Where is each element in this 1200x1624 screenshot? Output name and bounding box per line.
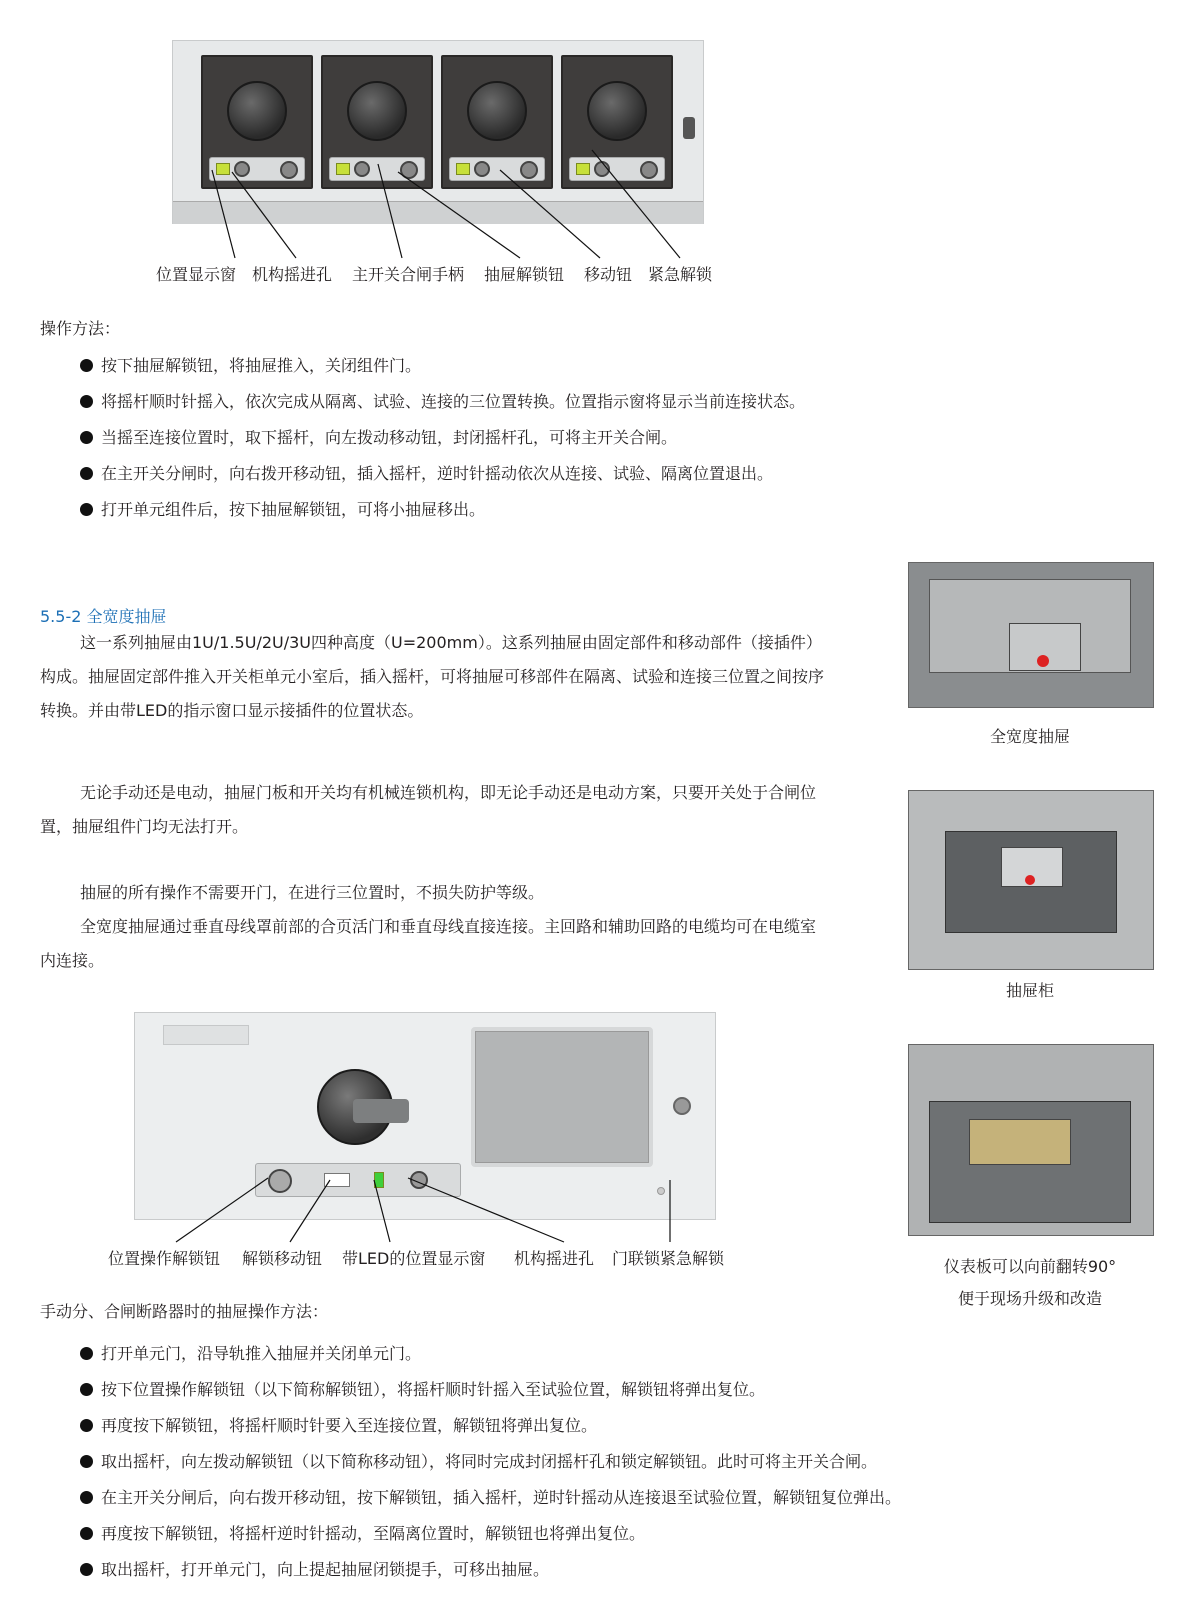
handle-lever [353, 1099, 409, 1123]
operation-method-heading: 操作方法： [40, 319, 121, 338]
callout-crank-hole: 机构摇进孔 [252, 265, 333, 284]
list-item: 按下位置操作解锁钮（以下简称解锁钮），将摇杆顺时针摇入至试验位置，解锁钮将弹出复位。 [80, 1372, 901, 1408]
bullet-icon [80, 1347, 93, 1360]
list-item: 取出摇杆，向左拨动解锁钮（以下简称移动钮），将同时完成封闭摇杆孔和锁定解锁钮。此时可将主开关合闸。 [80, 1444, 901, 1480]
list-item: 打开单元组件后，按下抽屉解锁钮，可将小抽屉移出。 [80, 492, 805, 528]
bullet-icon [80, 395, 93, 408]
bullet-icon [80, 1419, 93, 1432]
caption-full-width-drawer: 全宽度抽屉 [989, 727, 1070, 746]
list-item: 再度按下解锁钮，将摇杆顺时针要入至连接位置，解锁钮将弹出复位。 [80, 1408, 901, 1444]
section-paragraph: 这一系列抽屉由1U/1.5U/2U/3U四种高度（U=200mm）。这系列抽屉由固定部件和移动部件（接插件）构成。抽屉固定部件推入开关柜单元小室后，插入摇杆，可将抽屉可移部件在隔离、试验和连接三位置之间按序转换。并由带LED的指示窗口显示接插件的位置状态。 [40, 633, 825, 720]
list-item: 打开单元门，沿导轨推入抽屉并关闭单元门。 [80, 1336, 901, 1372]
section-paragraph: 抽屉的所有操作不需要开门，在进行三位置时，不损失防护等级。 [80, 883, 545, 902]
instrument-window [471, 1027, 653, 1167]
callout-led-position-window: 带LED的位置显示窗 [342, 1249, 486, 1268]
callout-unlock-move-button: 解锁移动钮 [242, 1249, 323, 1268]
callout-position-unlock-button: 位置操作解锁钮 [108, 1249, 221, 1268]
section-paragraph: 无论手动还是电动，抽屉门板和开关均有机械连锁机构，即无论手动还是电动方案，只要开关处于合闸位置，抽屉组件门均无法打开。 [40, 783, 817, 836]
list-item: 再度按下解锁钮，将摇杆逆时针摇动，至隔离位置时，解锁钮也将弹出复位。 [80, 1516, 901, 1552]
bullet-icon [80, 1563, 93, 1576]
panel-callout-lines [0, 1150, 1200, 1250]
callout-drawer-unlock-button: 抽屉解锁钮 [484, 265, 565, 284]
callout-position-window: 位置显示窗 [156, 265, 237, 284]
section-paragraph: 全宽度抽屉通过垂直母线罩前部的合页活门和垂直母线直接连接。主回路和辅助回路的电缆均可在电缆室内连接。 [40, 917, 817, 970]
callout-crank-hole: 机构摇进孔 [514, 1249, 595, 1268]
bullet-icon [80, 503, 93, 516]
full-width-drawer-photo [908, 562, 1154, 708]
top-callout-lines [0, 0, 1200, 270]
list-item: 取出摇杆，打开单元门，向上提起抽屉闭锁提手，可移出抽屉。 [80, 1552, 901, 1588]
door-lock-icon [673, 1097, 691, 1115]
callout-move-button: 移动钮 [584, 265, 633, 284]
panel-label-plate [163, 1025, 249, 1045]
callout-emergency-release: 紧急解锁 [648, 265, 713, 284]
callout-door-interlock-release: 门联锁紧急解锁 [612, 1249, 725, 1268]
list-item: 将摇杆顺时针摇入，依次完成从隔离、试验、连接的三位置转换。位置指示窗将显示当前连接状态。 [80, 384, 805, 420]
caption-drawer-cabinet: 抽屉柜 [1005, 981, 1054, 1000]
bullet-icon [80, 1455, 93, 1468]
section-title: 5.5-2 全宽度抽屉 [40, 607, 167, 626]
bullet-icon [80, 467, 93, 480]
operation-method-2-list [80, 1336, 901, 1588]
operation-method-list [80, 348, 805, 528]
list-item: 在主开关分闸时，向右拨开移动钮，插入摇杆，逆时针摇动依次从连接、试验、隔离位置退出。 [80, 456, 805, 492]
bullet-icon [80, 1383, 93, 1396]
bullet-icon [80, 359, 93, 372]
bullet-icon [80, 431, 93, 444]
operation-method-2-heading: 手动分、合闸断路器时的抽屉操作方法： [40, 1302, 329, 1321]
caption-instrument-panel-line2: 便于现场升级和改造 [957, 1289, 1102, 1308]
list-item: 当摇至连接位置时，取下摇杆，向左拨动移动钮，封闭摇杆孔，可将主开关合闸。 [80, 420, 805, 456]
callout-main-switch-handle: 主开关合闸手柄 [352, 265, 465, 284]
bullet-icon [80, 1527, 93, 1540]
caption-instrument-panel-line1: 仪表板可以向前翻转90° [943, 1257, 1117, 1276]
list-item: 在主开关分闸后，向右拨开移动钮，按下解锁钮，插入摇杆，逆时针摇动从连接退至试验位置，解锁钮复位弹出。 [80, 1480, 901, 1516]
list-item: 按下抽屉解锁钮，将抽屉推入，关闭组件门。 [80, 348, 805, 384]
bullet-icon [80, 1491, 93, 1504]
drawer-cabinet-photo [908, 790, 1154, 970]
